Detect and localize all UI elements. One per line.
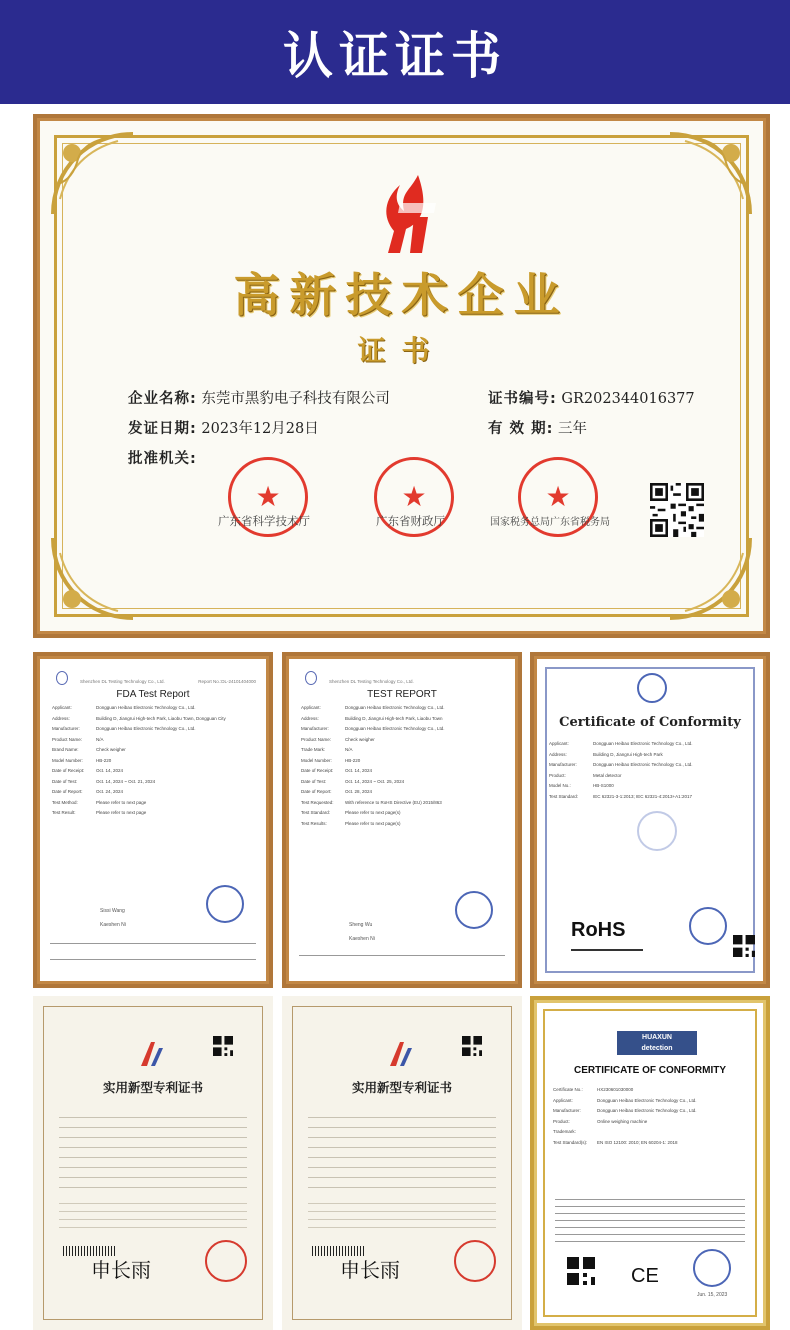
issue-date: Jun. 15, 2023 <box>697 1292 728 1298</box>
certificate-row <box>553 1096 753 1107</box>
row-label: Date of Receipt: <box>52 768 85 773</box>
row-label: Trade Mark: <box>301 747 326 752</box>
row-value: Building D, Jiangrui High-tech Park, Liaobu Town, Dongguan City <box>96 715 226 721</box>
row-value: Dongguan Heibao Electronic Technology Co., Ltd. <box>96 705 196 710</box>
certificate-row <box>549 739 753 750</box>
certificate-subtitle: 证书 <box>357 334 446 367</box>
rohs-mark: RoHS <box>571 919 626 941</box>
rohs-certificate <box>530 652 770 988</box>
lab-stamp <box>689 907 727 945</box>
report-row <box>52 766 256 777</box>
cert-no-label: 证书编号: <box>488 391 557 407</box>
fda-test-report <box>33 652 273 988</box>
certificate-rows <box>553 1085 753 1148</box>
lab-stamp <box>206 885 244 923</box>
utility-patent-certificate <box>282 996 522 1330</box>
qr-code-icon <box>462 1036 482 1056</box>
certificate-title: 高新技术企业 <box>233 268 570 322</box>
approver-label: 批准机关: <box>128 451 197 467</box>
patent-office-emblem-icon <box>137 1040 167 1068</box>
row-value: Online weighing machine <box>597 1118 648 1124</box>
report-row <box>52 808 256 819</box>
row-label: Model Number: <box>301 757 332 763</box>
patent-notice-lines <box>59 1196 247 1228</box>
director-signature: 申长雨 <box>340 1258 400 1282</box>
manager-name: Kaeshen Ni <box>349 936 375 942</box>
row-label: Test Standard: <box>549 793 579 799</box>
row-value: EN ISO 12100: 2010; EN 60204-1: 2018 <box>597 1139 678 1145</box>
star-icon: ★ <box>255 480 281 513</box>
row-label: Manufacturer: <box>549 762 577 767</box>
patent-seal <box>454 1240 496 1282</box>
company-label: 企业名称: <box>128 391 197 407</box>
certificate-row <box>549 781 753 792</box>
row-label: Product: <box>549 772 566 778</box>
qr-code-icon <box>650 483 704 537</box>
row-value: Dongguan Heibao Electronic Technology Co., Ltd. <box>96 726 196 731</box>
row-value: Please refer to next page <box>96 810 147 815</box>
row-label: Address: <box>301 715 319 721</box>
row-label: Date of Report: <box>301 789 332 794</box>
patent-notice-lines <box>308 1196 496 1228</box>
report-row <box>52 756 256 767</box>
row-value: Building D, Jiangrui High-tech Park <box>593 751 663 757</box>
row-label: Date of Report: <box>52 789 83 794</box>
engineer-name: Sissi Wang <box>100 908 125 914</box>
report-row <box>301 745 505 756</box>
issue-date-value: 2023年12月28日 <box>201 421 319 437</box>
row-label: Manufacturer: <box>553 1108 581 1113</box>
report-row <box>301 766 505 777</box>
row-value: IEC 62321-3-1:2013; IEC 62321-4:2013+A1:2017 <box>593 793 692 799</box>
row-label: Date of Receipt: <box>301 768 334 773</box>
row-value: N/A <box>345 747 353 752</box>
report-header <box>50 679 256 684</box>
row-value: Please refer to next page(s) <box>345 820 401 826</box>
row-label: Manufacturer: <box>301 726 329 731</box>
validity-label: 有 效 期: <box>488 421 554 437</box>
page-title: 认证证书 <box>283 27 507 85</box>
certificate-title: CERTIFICATE OF CONFORMITY <box>573 1065 727 1076</box>
utility-patent-certificate <box>33 996 273 1330</box>
lab-name: Shenzhen DL Testing Technology Co., Ltd. <box>329 679 414 684</box>
huaxun-logo <box>617 1031 697 1055</box>
certificate-row <box>553 1127 753 1138</box>
corner-ornament-icon <box>48 129 138 219</box>
report-row <box>52 714 256 725</box>
certificate-title: Certificate of Conformity <box>559 715 741 730</box>
row-label: Address: <box>549 751 567 757</box>
certificate-row <box>553 1106 753 1117</box>
rohs-underline <box>571 949 643 951</box>
row-label: Test Result: <box>52 810 76 815</box>
report-row <box>52 745 256 756</box>
row-value: Oct. 14, 2024 ~ Oct. 25, 2024 <box>345 778 405 784</box>
lab-stamp <box>455 891 493 929</box>
row-label: Trademark: <box>553 1129 576 1134</box>
seal-caption: 广东省科学技术厅 <box>218 514 310 528</box>
corner-ornament-icon <box>48 533 138 623</box>
report-row <box>301 735 505 746</box>
row-label: Test Method: <box>52 799 78 805</box>
row-value: Oct. 14, 2024 ~ Oct. 21, 2024 <box>96 778 156 784</box>
rohs-test-report <box>282 652 522 988</box>
row-label: Address: <box>52 715 70 721</box>
company-value: 东莞市黑豹电子科技有限公司 <box>201 391 390 407</box>
report-rows <box>301 703 505 829</box>
divider <box>50 959 256 960</box>
lab-name: Shenzhen DL Testing Technology Co., Ltd. <box>80 679 165 684</box>
manager-name: Kaeshen Ni <box>100 922 126 928</box>
ce-certificate <box>530 996 770 1330</box>
brand-subtitle: detection <box>641 1045 673 1052</box>
star-icon: ★ <box>545 480 571 513</box>
row-value <box>597 1127 753 1138</box>
report-row <box>301 756 505 767</box>
certificate-row <box>553 1117 753 1128</box>
certificate-row <box>549 771 753 782</box>
page-header <box>0 0 790 104</box>
seal-caption: 广东省财政厅 <box>376 514 445 528</box>
report-title: FDA Test Report <box>116 689 190 700</box>
report-row <box>301 777 505 788</box>
report-row <box>301 714 505 725</box>
certificate-paper <box>40 121 763 631</box>
report-row <box>52 787 256 798</box>
report-row <box>52 724 256 735</box>
row-value: HB-220 <box>96 757 112 763</box>
row-value: Metal detector <box>593 772 622 778</box>
row-value: Dongguan Heibao Electronic Technology Co., Ltd. <box>593 762 693 767</box>
row-label: Applicant: <box>549 741 569 746</box>
issue-date-field <box>128 417 319 438</box>
hi-tech-emblem-icon <box>370 173 450 255</box>
report-row <box>301 819 505 830</box>
certificate-row <box>553 1085 753 1096</box>
row-label: Applicant: <box>553 1097 573 1103</box>
divider <box>299 955 505 956</box>
row-label: Brand Name: <box>52 747 79 752</box>
row-value: Oct. 28, 2024 <box>345 789 373 794</box>
row-value: Dongguan Heibao Electronic Technology Co., Ltd. <box>345 726 445 731</box>
row-label: Product Name: <box>301 736 332 742</box>
row-value: Oct. 14, 2024 <box>96 768 124 773</box>
cert-no-value: GR202344016377 <box>561 391 695 407</box>
patent-text-lines <box>308 1108 496 1188</box>
report-row <box>52 798 256 809</box>
row-label: Applicant: <box>301 705 321 710</box>
report-row <box>301 808 505 819</box>
cert-no-field <box>488 387 695 408</box>
star-icon: ★ <box>401 480 427 513</box>
approver-field <box>128 447 197 468</box>
qr-code-icon <box>213 1036 233 1056</box>
row-value: HB-220 <box>345 757 361 763</box>
row-value: Check weigher <box>96 747 126 752</box>
row-value: Please refer to next page(s) <box>345 810 401 815</box>
row-label: Test Standard(s): <box>553 1139 588 1145</box>
certificate-text-lines <box>555 1193 745 1243</box>
certificate-row <box>549 760 753 771</box>
corner-ornament-icon <box>665 129 755 219</box>
row-value: Dongguan Heibao Electronic Technology Co., Ltd. <box>597 1108 697 1113</box>
row-value: Dongguan Heibao Electronic Technology Co., Ltd. <box>597 1097 697 1103</box>
engineer-name: Sheng Wu <box>349 922 373 928</box>
validity-value: 三年 <box>558 421 588 437</box>
report-row <box>52 703 256 714</box>
row-label: Product: <box>553 1118 570 1124</box>
report-header <box>299 679 505 684</box>
row-value: Check weigher <box>345 736 375 742</box>
row-value: Oct. 24, 2024 <box>96 789 124 794</box>
row-value: With reference to RoHS Directive (EU) 2015/863 <box>345 799 442 805</box>
row-value: HB-S1000 <box>593 783 614 788</box>
certificate-row <box>549 792 753 803</box>
watermark-stamp <box>637 811 677 851</box>
issue-date-label: 发证日期: <box>128 421 197 437</box>
certificate-rows <box>549 739 753 802</box>
row-value: HX230601030000 <box>597 1087 634 1092</box>
report-row <box>301 703 505 714</box>
patent-seal <box>205 1240 247 1282</box>
report-row <box>301 724 505 735</box>
high-tech-certificate <box>33 114 770 638</box>
row-label: Date of Test: <box>52 778 78 784</box>
row-value: N/A <box>96 736 104 742</box>
row-label: Applicant: <box>52 705 72 710</box>
row-label: Certificate No.: <box>553 1087 583 1092</box>
validity-field <box>488 417 587 438</box>
report-row <box>301 787 505 798</box>
report-row <box>52 777 256 788</box>
ce-mark: CE <box>631 1265 659 1287</box>
report-row <box>301 798 505 809</box>
row-label: Test Standard: <box>301 810 331 815</box>
row-label: Manufacturer: <box>52 726 80 731</box>
qr-code-icon <box>733 935 755 957</box>
row-label: Model Number: <box>52 757 83 763</box>
report-row <box>52 735 256 746</box>
director-signature: 申长雨 <box>91 1258 151 1282</box>
patent-text-lines <box>59 1108 247 1188</box>
lab-stamp <box>693 1249 731 1287</box>
qr-code-icon <box>567 1257 595 1285</box>
corner-ornament-icon <box>665 533 755 623</box>
row-label: Test Requested: <box>301 799 334 805</box>
report-rows <box>52 703 256 819</box>
row-label: Date of Test: <box>301 778 327 784</box>
report-number: Report No.:DL-24101404000 <box>198 679 256 684</box>
row-label: Product Name: <box>52 736 83 742</box>
row-value: Please refer to next page <box>96 799 147 805</box>
row-value: Dongguan Heibao Electronic Technology Co., Ltd. <box>593 741 693 746</box>
certificate-row <box>549 750 753 761</box>
row-label: Test Results: <box>301 820 327 826</box>
company-field <box>128 387 390 408</box>
patent-office-emblem-icon <box>386 1040 416 1068</box>
report-title: TEST REPORT <box>367 689 437 700</box>
row-value: Dongguan Heibao Electronic Technology Co., Ltd. <box>345 705 445 710</box>
row-value: Oct. 14, 2024 <box>345 768 373 773</box>
row-label: Model No.: <box>549 783 571 788</box>
divider <box>50 943 256 944</box>
patent-title: 实用新型专利证书 <box>102 1080 203 1095</box>
row-value: Building D, Jiangrui High-tech Park, Liaobu Town <box>345 715 443 721</box>
patent-title: 实用新型专利证书 <box>351 1080 452 1095</box>
seal-caption: 国家税务总局广东省税务局 <box>490 517 610 528</box>
lab-logo-icon <box>637 673 667 703</box>
brand-name: HUAXUN <box>642 1034 672 1041</box>
certificate-row <box>553 1138 753 1149</box>
